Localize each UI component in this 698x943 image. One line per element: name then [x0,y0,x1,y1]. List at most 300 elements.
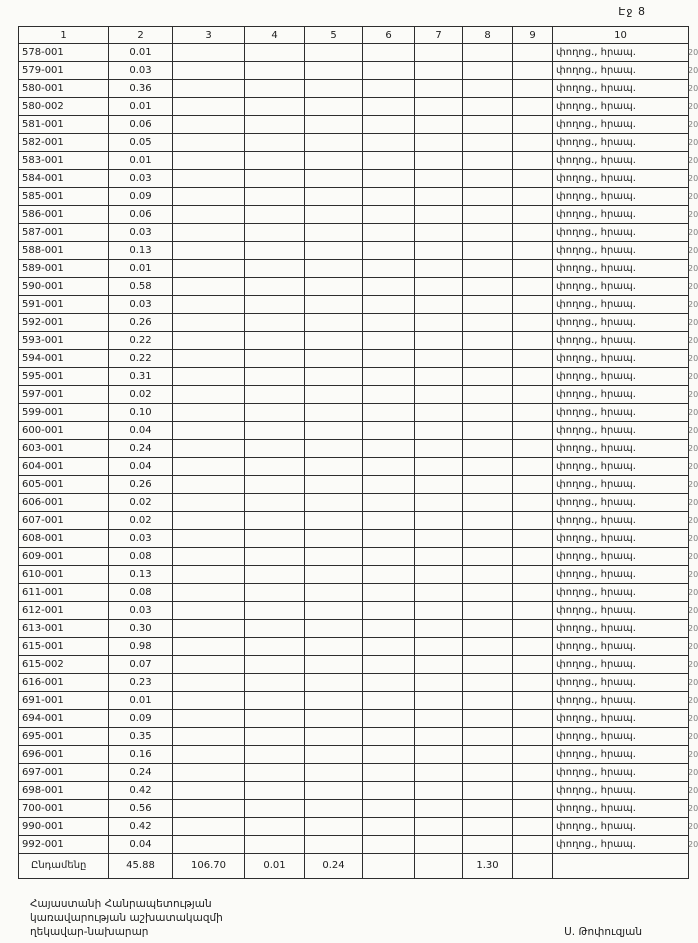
note-cell: փողոց., հրապ. [553,350,689,368]
margin-mark: 20 [688,138,698,147]
code-cell: 591-001 [19,296,109,314]
table-row [19,764,689,782]
value-cell: 0.42 [109,818,173,836]
code-cell: 695-001 [19,728,109,746]
empty-cell [363,584,415,602]
empty-cell [245,152,305,170]
value-cell: 0.04 [109,458,173,476]
code-cell: 587-001 [19,224,109,242]
empty-cell [463,548,513,566]
empty-cell [245,710,305,728]
value-cell: 0.03 [109,62,173,80]
empty-cell [463,638,513,656]
empty-cell [463,530,513,548]
empty-cell [245,170,305,188]
empty-cell [463,296,513,314]
empty-cell [305,566,363,584]
value-cell: 0.16 [109,746,173,764]
empty-cell [363,332,415,350]
empty-cell [513,296,553,314]
value-cell: 0.03 [109,224,173,242]
code-cell: 694-001 [19,710,109,728]
code-cell: 603-001 [19,440,109,458]
empty-cell [363,782,415,800]
empty-cell [305,188,363,206]
empty-cell [173,224,245,242]
margin-mark: 20 [688,192,698,201]
empty-cell [305,170,363,188]
footer-line: կառավարության աշխատակազմի [30,912,223,924]
empty-cell [463,602,513,620]
empty-cell [463,584,513,602]
note-cell: փողոց., հրապ. [553,170,689,188]
margin-mark: 20 [688,426,698,435]
empty-cell [513,854,553,879]
code-cell: 597-001 [19,386,109,404]
empty-cell [415,152,463,170]
empty-cell [363,512,415,530]
empty-cell [463,242,513,260]
empty-cell [415,98,463,116]
note-cell: փողոց., հրապ. [553,710,689,728]
empty-cell [463,404,513,422]
code-cell: 580-001 [19,80,109,98]
empty-cell [305,476,363,494]
empty-cell [415,836,463,854]
empty-cell [173,692,245,710]
footer-line: ղեկավար-նախարար [30,926,149,938]
empty-cell [305,818,363,836]
empty-cell [513,332,553,350]
empty-cell [173,584,245,602]
empty-cell [305,152,363,170]
margin-mark: 20 [688,750,698,759]
empty-cell [513,386,553,404]
empty-cell [415,728,463,746]
note-cell: փողոց., հրապ. [553,746,689,764]
value-cell: 0.09 [109,710,173,728]
note-cell: փողոց., հրապ. [553,332,689,350]
note-cell: փողոց., հրապ. [553,566,689,584]
value-cell: 0.56 [109,800,173,818]
empty-cell [173,188,245,206]
total-value-cell: 1.30 [463,854,513,879]
empty-cell [415,602,463,620]
code-cell: 691-001 [19,692,109,710]
value-cell: 0.04 [109,836,173,854]
table-row [19,224,689,242]
empty-cell [463,314,513,332]
note-cell: փողոց., հրապ. [553,728,689,746]
empty-cell [415,764,463,782]
empty-cell [245,494,305,512]
margin-mark: 20 [688,588,698,597]
code-cell: 700-001 [19,800,109,818]
empty-cell [305,440,363,458]
value-cell: 0.03 [109,296,173,314]
empty-cell [173,836,245,854]
table-row [19,278,689,296]
value-cell: 0.04 [109,422,173,440]
margin-mark: 20 [688,498,698,507]
empty-cell [363,692,415,710]
value-cell: 0.98 [109,638,173,656]
empty-cell [305,638,363,656]
empty-cell [415,548,463,566]
empty-cell [415,620,463,638]
empty-cell [245,800,305,818]
empty-cell [513,818,553,836]
code-cell: 606-001 [19,494,109,512]
empty-cell [305,368,363,386]
empty-cell [363,116,415,134]
margin-mark: 20 [688,822,698,831]
empty-cell [513,638,553,656]
code-cell: 586-001 [19,206,109,224]
empty-cell [415,566,463,584]
table-row [19,494,689,512]
empty-cell [363,548,415,566]
table-row [19,368,689,386]
note-cell: փողոց., հրապ. [553,242,689,260]
empty-cell [463,98,513,116]
empty-cell [363,152,415,170]
empty-cell [173,548,245,566]
empty-cell [363,422,415,440]
code-cell: 594-001 [19,350,109,368]
empty-cell [305,80,363,98]
value-cell: 0.58 [109,278,173,296]
code-cell: 582-001 [19,134,109,152]
note-cell: փողոց., հրապ. [553,584,689,602]
empty-cell [513,656,553,674]
empty-cell [245,818,305,836]
empty-cell [513,80,553,98]
empty-cell [245,458,305,476]
total-value-cell: 45.88 [109,854,173,879]
note-cell: փողոց., հրապ. [553,836,689,854]
table-row [19,692,689,710]
empty-cell [245,44,305,62]
empty-cell [363,80,415,98]
table-row [19,80,689,98]
empty-cell [245,764,305,782]
note-cell: փողոց., հրապ. [553,764,689,782]
empty-cell [415,530,463,548]
empty-cell [513,710,553,728]
empty-cell [245,602,305,620]
empty-cell [513,422,553,440]
empty-cell [305,260,363,278]
empty-cell [553,854,689,879]
empty-cell [463,116,513,134]
empty-cell [305,224,363,242]
empty-cell [363,242,415,260]
empty-cell [415,386,463,404]
empty-cell [305,98,363,116]
note-cell: փողոց., հրապ. [553,458,689,476]
empty-cell [245,512,305,530]
table-row [19,458,689,476]
margin-mark: 20 [688,48,698,57]
table-row [19,836,689,854]
table-row [19,152,689,170]
margin-mark: 20 [688,480,698,489]
empty-cell [173,674,245,692]
note-cell: փողոց., հրապ. [553,116,689,134]
empty-cell [173,782,245,800]
empty-cell [305,656,363,674]
empty-cell [463,80,513,98]
empty-cell [245,674,305,692]
empty-cell [245,530,305,548]
code-cell: 604-001 [19,458,109,476]
data-table [18,26,689,879]
value-cell: 0.07 [109,656,173,674]
empty-cell [363,260,415,278]
note-cell: փողոց., հրապ. [553,404,689,422]
empty-cell [245,260,305,278]
empty-cell [363,620,415,638]
note-cell: փողոց., հրապ. [553,260,689,278]
empty-cell [173,638,245,656]
empty-cell [513,548,553,566]
empty-cell [245,728,305,746]
note-cell: փողոց., հրապ. [553,818,689,836]
margin-mark: 20 [688,336,698,345]
code-cell: 590-001 [19,278,109,296]
code-cell: 583-001 [19,152,109,170]
empty-cell [513,674,553,692]
empty-cell [305,296,363,314]
empty-cell [245,404,305,422]
empty-cell [305,422,363,440]
column-header: 10 [553,27,689,44]
margin-mark: 20 [688,390,698,399]
page-number: Էջ 8 [618,5,646,18]
value-cell: 0.23 [109,674,173,692]
note-cell: փողոց., հրապ. [553,188,689,206]
empty-cell [415,44,463,62]
empty-cell [415,656,463,674]
empty-cell [513,692,553,710]
empty-cell [173,80,245,98]
empty-cell [173,350,245,368]
table-row [19,818,689,836]
table-row [19,800,689,818]
empty-cell [305,404,363,422]
margin-mark: 20 [688,354,698,363]
empty-cell [173,512,245,530]
margin-mark: 20 [688,264,698,273]
empty-cell [513,764,553,782]
margin-mark: 20 [688,462,698,471]
value-cell: 0.05 [109,134,173,152]
empty-cell [463,494,513,512]
value-cell: 0.09 [109,188,173,206]
empty-cell [363,188,415,206]
value-cell: 0.13 [109,242,173,260]
table-row [19,638,689,656]
empty-cell [513,188,553,206]
note-cell: փողոց., հրապ. [553,440,689,458]
empty-cell [363,674,415,692]
note-cell: փողոց., հրապ. [553,800,689,818]
note-cell: փողոց., հրապ. [553,152,689,170]
margin-mark: 20 [688,210,698,219]
empty-cell [305,584,363,602]
margin-mark: 20 [688,804,698,813]
table-row [19,134,689,152]
empty-cell [513,476,553,494]
empty-cell [363,728,415,746]
empty-cell [415,458,463,476]
value-cell: 0.10 [109,404,173,422]
value-cell: 0.26 [109,314,173,332]
empty-cell [415,782,463,800]
empty-cell [305,548,363,566]
value-cell: 0.35 [109,728,173,746]
empty-cell [415,314,463,332]
empty-cell [415,188,463,206]
empty-cell [415,80,463,98]
empty-cell [415,854,463,879]
margin-mark: 20 [688,534,698,543]
note-cell: փողոց., հրապ. [553,692,689,710]
empty-cell [363,44,415,62]
empty-cell [415,494,463,512]
empty-cell [415,674,463,692]
empty-cell [173,296,245,314]
empty-cell [513,512,553,530]
empty-cell [363,98,415,116]
code-cell: 584-001 [19,170,109,188]
total-row [19,854,689,879]
empty-cell [415,800,463,818]
empty-cell [245,188,305,206]
empty-cell [463,62,513,80]
margin-mark: 20 [688,786,698,795]
code-cell: 611-001 [19,584,109,602]
empty-cell [305,746,363,764]
table-row [19,260,689,278]
note-cell: փողոց., հրապ. [553,80,689,98]
note-cell: փողոց., հրապ. [553,62,689,80]
empty-cell [305,674,363,692]
empty-cell [513,566,553,584]
empty-cell [245,584,305,602]
note-cell: փողոց., հրապ. [553,674,689,692]
empty-cell [363,836,415,854]
empty-cell [173,422,245,440]
scan-margin-marks [688,44,698,854]
code-cell: 615-001 [19,638,109,656]
empty-cell [463,170,513,188]
empty-cell [363,530,415,548]
empty-cell [415,332,463,350]
value-cell: 0.13 [109,566,173,584]
empty-cell [463,674,513,692]
empty-cell [245,476,305,494]
empty-cell [463,476,513,494]
empty-cell [415,476,463,494]
value-cell: 0.30 [109,620,173,638]
empty-cell [363,170,415,188]
empty-cell [245,296,305,314]
empty-cell [363,296,415,314]
empty-cell [513,494,553,512]
table-row [19,530,689,548]
empty-cell [415,440,463,458]
table-row [19,242,689,260]
total-value-cell: 0.24 [305,854,363,879]
note-cell: փողոց., հրապ. [553,44,689,62]
empty-cell [305,314,363,332]
empty-cell [173,260,245,278]
code-cell: 698-001 [19,782,109,800]
empty-cell [173,206,245,224]
empty-cell [513,620,553,638]
empty-cell [513,62,553,80]
empty-cell [363,368,415,386]
margin-mark: 20 [688,768,698,777]
value-cell: 0.01 [109,260,173,278]
code-cell: 696-001 [19,746,109,764]
table-header-row [19,27,689,44]
empty-cell [305,458,363,476]
table-row [19,548,689,566]
empty-cell [363,206,415,224]
empty-cell [463,818,513,836]
table-row [19,512,689,530]
empty-cell [305,332,363,350]
note-cell: փողոց., հրապ. [553,386,689,404]
empty-cell [513,728,553,746]
code-cell: 992-001 [19,836,109,854]
empty-cell [305,134,363,152]
empty-cell [513,800,553,818]
code-cell: 581-001 [19,116,109,134]
empty-cell [363,440,415,458]
empty-cell [463,800,513,818]
empty-cell [415,62,463,80]
empty-cell [305,764,363,782]
table-row [19,44,689,62]
code-cell: 615-002 [19,656,109,674]
empty-cell [363,224,415,242]
empty-cell [363,314,415,332]
table-row [19,476,689,494]
empty-cell [463,152,513,170]
empty-cell [463,656,513,674]
empty-cell [173,134,245,152]
code-cell: 578-001 [19,44,109,62]
table-row [19,206,689,224]
empty-cell [245,638,305,656]
code-cell: 593-001 [19,332,109,350]
empty-cell [463,368,513,386]
empty-cell [173,440,245,458]
note-cell: փողոց., հրապ. [553,782,689,800]
code-cell: 697-001 [19,764,109,782]
margin-mark: 20 [688,84,698,93]
empty-cell [415,710,463,728]
empty-cell [463,458,513,476]
margin-mark: 20 [688,66,698,75]
empty-cell [363,350,415,368]
code-cell: 990-001 [19,818,109,836]
empty-cell [463,206,513,224]
